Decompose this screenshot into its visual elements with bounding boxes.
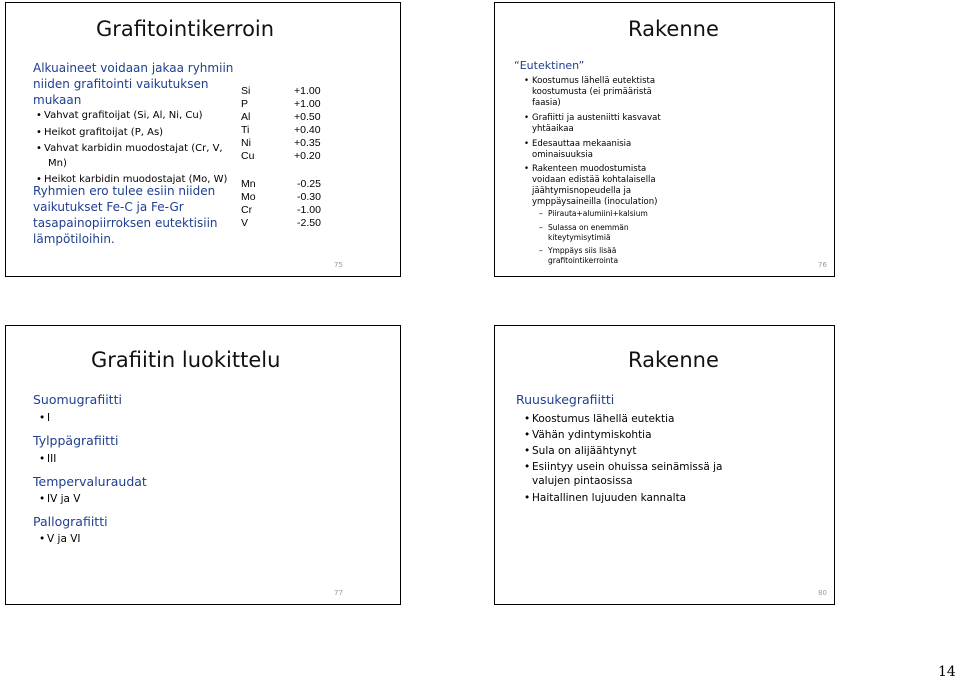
- slide-grafiitin-luokittelu: [5, 325, 401, 605]
- open-quote: “: [514, 59, 520, 72]
- intro-line: mukaan: [33, 93, 82, 107]
- slide-number: 77: [334, 589, 343, 597]
- sub-list-item: – Piirauta+alumiini+kalsium: [548, 209, 648, 220]
- list-item-continuation: ominaisuuksia: [532, 150, 593, 160]
- close-quote: ”: [578, 59, 585, 72]
- group-item: • V ja VI: [47, 533, 81, 545]
- element-symbol: Ti: [241, 124, 250, 136]
- value-column-negative: [297, 178, 321, 230]
- section-heading: Ruusukegrafiitti: [516, 392, 615, 407]
- slide-rakenne-ruusukegrafiitti: [494, 325, 835, 605]
- section-heading-text: Eutektinen: [519, 59, 579, 72]
- list-item: • Heikot grafitoijat (P, As): [44, 125, 163, 141]
- element-symbol: Mo: [241, 191, 256, 203]
- slide-title: Grafitointikerroin: [96, 17, 275, 41]
- group-heading: Suomugrafiitti: [33, 392, 122, 407]
- graphitization-value: +0.40: [294, 124, 321, 136]
- graphitization-value: +0.20: [294, 150, 321, 162]
- slide-title: Grafiitin luokittelu: [91, 348, 281, 372]
- slide-number: 80: [818, 589, 827, 597]
- element-column-positive: [241, 85, 254, 163]
- page-number: 14: [938, 664, 956, 680]
- graphitization-value: +0.35: [294, 137, 321, 149]
- group-item: • IV ja V: [47, 493, 81, 505]
- list-item: • Grafiitti ja austeniitti kasvavat: [532, 113, 661, 124]
- slide-number: 75: [334, 261, 343, 269]
- intro-line: niiden grafitointi vaikutuksen: [33, 77, 209, 91]
- group-item: • III: [47, 453, 56, 465]
- list-item: • Koostumus lähellä eutektia: [532, 412, 674, 426]
- list-item-continuation: koostumusta (ei primääristä: [532, 87, 652, 97]
- graphitization-value: -2.50: [297, 217, 321, 229]
- intro-text: [33, 60, 233, 108]
- slide-title: Rakenne: [628, 17, 719, 41]
- element-symbol: Cr: [241, 204, 253, 216]
- outro-line: vaikutukset Fe-C ja Fe-Gr: [33, 200, 184, 214]
- list-item: • Vahvat grafitoijat (Si, Al, Ni, Cu): [44, 108, 203, 124]
- sub-list-item-continuation: grafitointikerrointa: [548, 256, 619, 265]
- outro-line: lämpötiloihin.: [33, 232, 115, 246]
- sub-list-item: – Sulassa on enemmän: [548, 223, 629, 234]
- outro-line: tasapainopiirroksen eutektisiin: [33, 216, 218, 230]
- graphitization-value: -0.25: [297, 178, 321, 190]
- list-item-continuation: jäähtymisnopeudella ja: [532, 186, 632, 196]
- group-item: • I: [47, 412, 50, 424]
- intro-line: Alkuaineet voidaan jakaa ryhmiin: [33, 61, 234, 75]
- outro-line: Ryhmien ero tulee esiin niiden: [33, 184, 216, 198]
- slide-title: Rakenne: [628, 348, 719, 372]
- list-item-continuation: valujen pintaosissa: [532, 475, 633, 487]
- list-item: • Esiintyy usein ohuissa seinämissä ja: [532, 460, 722, 474]
- graphitization-value: +0.50: [294, 111, 321, 123]
- element-symbol: Al: [241, 111, 251, 123]
- slide-number: 76: [818, 261, 827, 269]
- element-symbol: Ni: [241, 137, 251, 149]
- section-heading: [514, 59, 584, 72]
- list-item-continuation: voidaan edistää kohtalaisella: [532, 175, 656, 185]
- sub-list-item: – Ymppäys siis lisää: [548, 246, 616, 257]
- list-item: • Vähän ydintymiskohtia: [532, 428, 652, 442]
- list-item: • Koostumus lähellä eutektista: [532, 76, 655, 87]
- list-item: • Sula on alijäähtynyt: [532, 444, 636, 458]
- element-column-negative: [241, 178, 256, 230]
- graphitization-value: +1.00: [294, 85, 321, 97]
- element-symbol: P: [241, 98, 249, 110]
- list-item: • Rakenteen muodostumista: [532, 164, 646, 175]
- list-item-continuation: ymppäysaineilla (inoculation): [532, 197, 658, 207]
- list-item: • Heikot karbidin muodostajat (Mo, W): [44, 172, 227, 188]
- group-heading: Tempervaluraudat: [33, 474, 147, 489]
- value-column-positive: [294, 85, 321, 163]
- group-heading: Tylppägrafiitti: [33, 433, 119, 448]
- graphitization-value: +1.00: [294, 98, 321, 110]
- element-symbol: Mn: [241, 178, 256, 190]
- element-symbol: V: [241, 217, 249, 229]
- sub-list-item-continuation: kiteytymisytimiä: [548, 233, 611, 242]
- list-item: • Haitallinen lujuuden kannalta: [532, 491, 686, 505]
- list-item: • Edesauttaa mekaanisia: [532, 139, 631, 150]
- list-item-continuation: faasia): [532, 98, 561, 108]
- list-item-continuation: Mn): [48, 158, 67, 169]
- list-item: • Vahvat karbidin muodostajat (Cr, V,: [44, 141, 223, 157]
- element-symbol: Cu: [241, 150, 255, 162]
- group-heading: Pallografiitti: [33, 514, 108, 529]
- graphitization-value: -1.00: [297, 204, 321, 216]
- slide-grafitointikerroin: [5, 2, 401, 277]
- element-symbol: Si: [241, 85, 251, 97]
- outro-text: [33, 183, 218, 247]
- slide-rakenne-eutektinen: [494, 2, 835, 277]
- list-item-continuation: yhtäaikaa: [532, 124, 574, 134]
- graphitization-value: -0.30: [297, 191, 321, 203]
